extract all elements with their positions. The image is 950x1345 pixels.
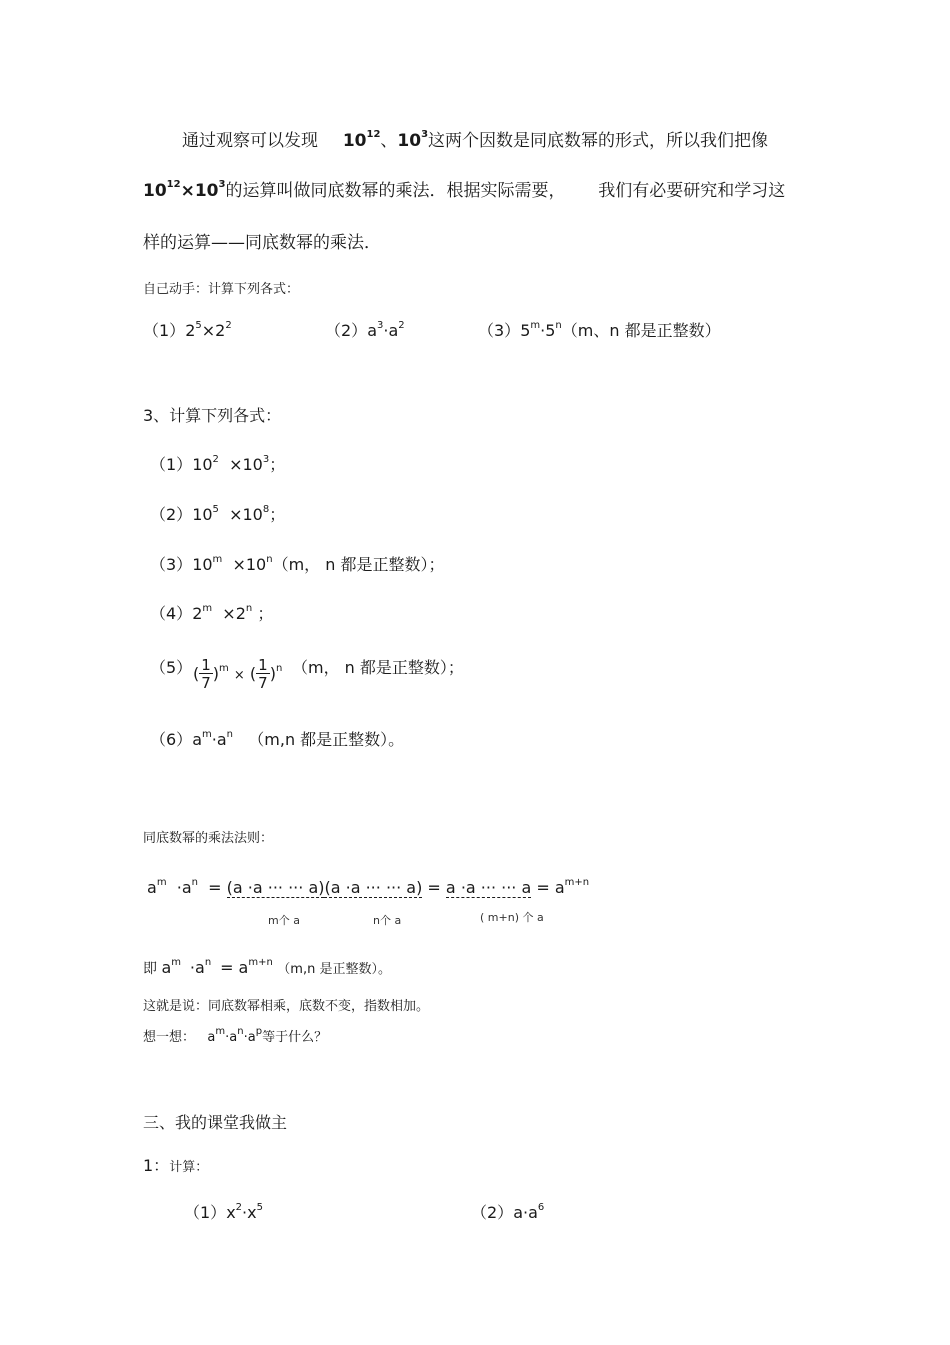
rule-heading: 同底数幂的乘法法则： [143,831,274,846]
q3-item-5-label: （5） [150,658,193,677]
power-10-12: $10^{12}$ [342,129,381,151]
intro-text-1b: 这两个因数是同底数幂的形式，所以我们把像 [428,131,769,151]
fraction-one-seventh: $\frac{1}{7}$ [201,656,211,692]
fraction-one-seventh-2: $\frac{1}{7}$ [258,656,268,692]
rule-ji: 即 $a^m \cdot a^n = a^{m+n}$ （m,n 是正整数）。 [143,957,391,977]
intro-line-2 [143,176,785,201]
self-heading: 自己动手：计算下列各式： [143,282,300,297]
intro-text-1a: 通过观察可以发现 [182,131,318,151]
q3-item-4: $(4)2^m \times 2^n$ ； [150,602,274,623]
q3-item-5-note: （m， n 都是正整数）； [292,658,464,677]
group-n-factors: (a ·a ··· ··· a) [324,878,423,897]
part3-item-2: $(2)a\cdot a^6$ [471,1201,545,1222]
q3-item-1: $(1)10^2 \times 10^3$； [150,453,286,474]
intro-line-3: 样的运算——同底数幂的乘法． [143,233,381,253]
power-10-3: $10^3$ [397,129,429,151]
self-item-1: $(1)2^5\times 2^2$ [143,319,232,340]
q3-item-3: $(3)10^m \times 10^n(m$， n 都是正整数）； [150,553,445,574]
brace-label-m: m个 a [268,914,300,927]
part3-sub: 1：计算： [143,1156,209,1175]
q3-item-5-expr: ( $\frac{1}{7}$ )$^m$ × ( $\frac{1}{7}$ )$^n$ [193,656,283,692]
q3-item-2: $(2)10^5 \times 10^8$； [150,503,286,524]
group-m-factors: (a ·a ··· ··· a) [226,878,325,897]
self-item-2: $(2)a^3\cdot a^2$ [325,319,405,340]
part3-heading: 三、我的课堂我做主 [143,1113,288,1132]
product-10-12-10-3: $10^{12}\times 10^3$ [143,179,226,201]
rule-think: 想一想： $a^m\cdot a^n\cdot a^p$等于什么？ [143,1025,328,1045]
group-sum-factors: a ·a ··· ··· a [445,878,532,897]
brace-label-sum: ( m+n) 个 a [480,911,544,924]
rule-saying: 这就是说：同底数幂相乘，底数不变，指数相加。 [143,999,430,1014]
intro-line-1: 通过观察可以发现 $10^{12}$、$10^3$这两个因数是同底数幂的形式，所以我们把像 [182,129,769,151]
self-item-3: $(3)5^m\cdot 5^n(m$、n 都是正整数） [478,319,721,340]
intro-text-2a: 的运算叫做同底数幂的乘法．根据实际需要， [225,181,566,201]
rule-formula: $a^m \cdot a^n = (a \cdot a$ ··· ··· a)(a ·a ··· ··· a) = a ·a ··· ··· $a = a^{m+n}$ [147,876,590,897]
part3-item-1: $(1)x^2\cdot x^5$ [184,1201,263,1222]
brace-label-n: n个 a [373,914,402,927]
q3-heading: 3、计算下列各式： [143,406,282,425]
q3-item-6: $(6)a^m\cdot a^n$ （m,n 都是正整数）。 [150,728,405,749]
intro-text-2b: 我们有必要研究和学习这 [598,181,786,201]
